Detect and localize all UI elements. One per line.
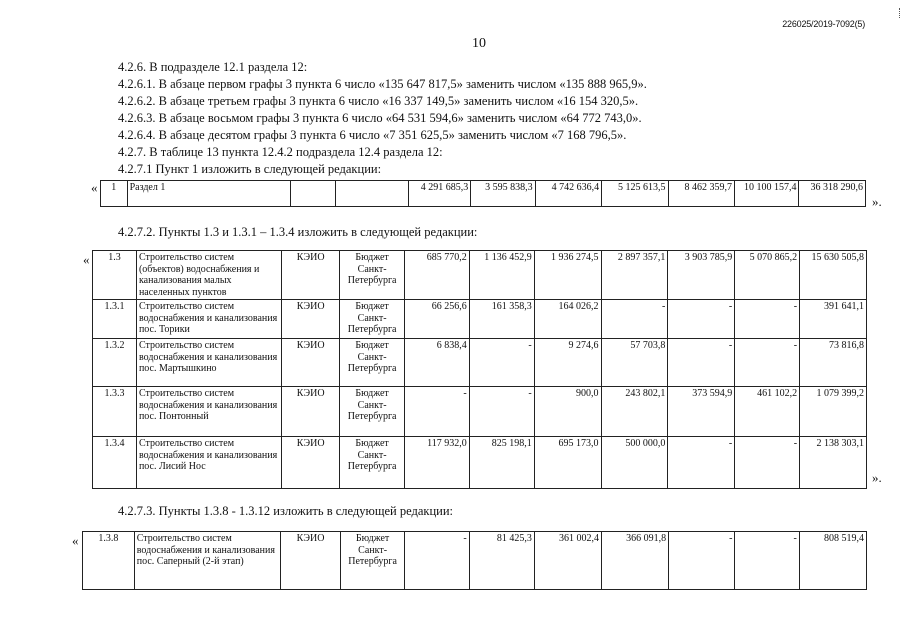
open-quote: « [83, 252, 90, 267]
value-cell: 8 462 359,7 [668, 181, 734, 207]
value-cell: 900,0 [534, 387, 601, 437]
row-source: Бюджет Санкт-Петербурга [340, 437, 404, 489]
value-cell: 3 595 838,3 [471, 181, 535, 207]
row-number: 1.3.4 [93, 437, 137, 489]
value-cell: 164 026,2 [534, 300, 601, 339]
row-source: Бюджет Санкт-Петербурга [340, 532, 404, 590]
row-name: Строительство систем водоснабжения и канализования пос. Торики [136, 300, 281, 339]
value-cell: - [668, 339, 735, 387]
row-source: Бюджет Санкт-Петербурга [340, 300, 404, 339]
row-number: 1.3 [93, 251, 137, 300]
row-org [291, 181, 336, 207]
row-source: Бюджет Санкт-Петербурга [340, 387, 404, 437]
value-cell: 1 136 452,9 [469, 251, 534, 300]
value-cell: 825 198,1 [469, 437, 534, 489]
value-cell: 391 641,1 [800, 300, 867, 339]
value-cell: - [601, 300, 668, 339]
row-number: 1 [101, 181, 128, 207]
row-name: Строительство систем водоснабжения и канализования пос. Мартышкино [136, 339, 281, 387]
table-row [93, 251, 867, 300]
value-cell: 161 358,3 [469, 300, 534, 339]
paragraph-4-2-7-2: 4.2.7.2. Пункты 1.3 и 1.3.1 – 1.3.4 изложить в следующей редакции: [118, 225, 478, 239]
table-row [93, 300, 867, 339]
value-cell: 685 770,2 [404, 251, 469, 300]
row-name: Строительство систем водоснабжения и канализования пос. Саперный (2-й этап) [134, 532, 280, 590]
value-cell: - [469, 387, 534, 437]
value-cell: - [668, 437, 735, 489]
close-quote: ». [872, 194, 882, 209]
value-cell: 1 936 274,5 [534, 251, 601, 300]
close-quote: ». [872, 470, 882, 485]
value-cell: 1 079 399,2 [800, 387, 867, 437]
paragraph-4-2-6-3: 4.2.6.3. В абзаце восьмом графы 3 пункта 6 число «64 531 594,6» заменить числом «64 772 743,0». [118, 111, 642, 125]
paragraph-4-2-6-1: 4.2.6.1. В абзаце первом графы 3 пункта 6 число «135 647 817,5» заменить числом «135 888 965,9». [118, 77, 647, 91]
row-name: Строительство систем водоснабжения и канализования пос. Понтонный [136, 387, 281, 437]
row-number: 1.3.8 [83, 532, 135, 590]
value-cell: 73 816,8 [800, 339, 867, 387]
value-cell: 9 274,6 [534, 339, 601, 387]
row-name: Раздел 1 [127, 181, 291, 207]
row-number: 1.3.3 [93, 387, 137, 437]
paragraph-4-2-6-4: 4.2.6.4. В абзаце десятом графы 3 пункта 6 число «7 351 625,5» заменить числом «7 168 796,5». [118, 128, 627, 142]
table-items-1-3-8 [82, 531, 867, 590]
value-cell: - [469, 339, 534, 387]
row-source: Бюджет Санкт-Петербурга [340, 339, 404, 387]
value-cell: - [668, 300, 735, 339]
row-name: Строительство систем водоснабжения и канализования пос. Лисий Нос [136, 437, 281, 489]
paragraph-4-2-7-3: 4.2.7.3. Пункты 1.3.8 - 1.3.12 изложить в следующей редакции: [118, 504, 453, 518]
value-cell: - [735, 339, 800, 387]
row-source [336, 181, 409, 207]
row-source: Бюджет Санкт-Петербурга [340, 251, 404, 300]
value-cell: - [405, 532, 469, 590]
table-row [93, 387, 867, 437]
open-quote: « [91, 180, 98, 195]
value-cell: 808 519,4 [799, 532, 866, 590]
value-cell: 361 002,4 [534, 532, 601, 590]
row-number: 1.3.2 [93, 339, 137, 387]
value-cell: 461 102,2 [735, 387, 800, 437]
value-cell: 10 100 157,4 [735, 181, 799, 207]
value-cell: - [735, 300, 800, 339]
paragraph-4-2-6-2: 4.2.6.2. В абзаце третьем графы 3 пункта 6 число «16 337 149,5» заменить числом «16 154 320,5». [118, 94, 639, 108]
value-cell: 4 291 685,3 [408, 181, 470, 207]
table-items-1-3 [92, 250, 867, 489]
document-code: 226025/2019-7092(5) [782, 19, 865, 29]
row-org: КЭИО [281, 300, 340, 339]
value-cell: 57 703,8 [601, 339, 668, 387]
paragraph-4-2-6: 4.2.6. В подразделе 12.1 раздела 12: [118, 60, 308, 74]
value-cell: 15 630 505,8 [800, 251, 867, 300]
row-name: Строительство систем (объектов) водоснабжения и канализования малых населенных пунктов [136, 251, 281, 300]
table-row [83, 532, 867, 590]
table-row [93, 437, 867, 489]
row-org: КЭИО [281, 387, 340, 437]
value-cell: 3 903 785,9 [668, 251, 735, 300]
table-section-1 [100, 180, 866, 207]
row-org: КЭИО [281, 339, 340, 387]
value-cell: 373 594,9 [668, 387, 735, 437]
page-number: 10 [472, 36, 486, 51]
value-cell: 36 318 290,6 [799, 181, 866, 207]
value-cell: 4 742 636,4 [535, 181, 601, 207]
row-org: КЭИО [281, 532, 341, 590]
value-cell: 366 091,8 [602, 532, 669, 590]
value-cell: 6 838,4 [404, 339, 469, 387]
value-cell: 2 138 303,1 [800, 437, 867, 489]
value-cell: - [404, 387, 469, 437]
corner-mark [899, 8, 902, 18]
value-cell: - [735, 437, 800, 489]
table-row [101, 181, 866, 207]
value-cell: 5 070 865,2 [735, 251, 800, 300]
row-org: КЭИО [281, 251, 340, 300]
value-cell: 695 173,0 [534, 437, 601, 489]
value-cell: 117 932,0 [404, 437, 469, 489]
table-row [93, 339, 867, 387]
value-cell: 81 425,3 [469, 532, 534, 590]
value-cell: - [735, 532, 799, 590]
value-cell: 2 897 357,1 [601, 251, 668, 300]
paragraph-4-2-7: 4.2.7. В таблице 13 пункта 12.4.2 подраздела 12.4 раздела 12: [118, 145, 443, 159]
value-cell: 500 000,0 [601, 437, 668, 489]
row-number: 1.3.1 [93, 300, 137, 339]
row-org: КЭИО [281, 437, 340, 489]
value-cell: 5 125 613,5 [602, 181, 668, 207]
value-cell: 66 256,6 [404, 300, 469, 339]
value-cell: 243 802,1 [601, 387, 668, 437]
value-cell: - [669, 532, 735, 590]
paragraph-4-2-7-1: 4.2.7.1 Пункт 1 изложить в следующей редакции: [118, 162, 382, 176]
open-quote: « [72, 533, 79, 548]
